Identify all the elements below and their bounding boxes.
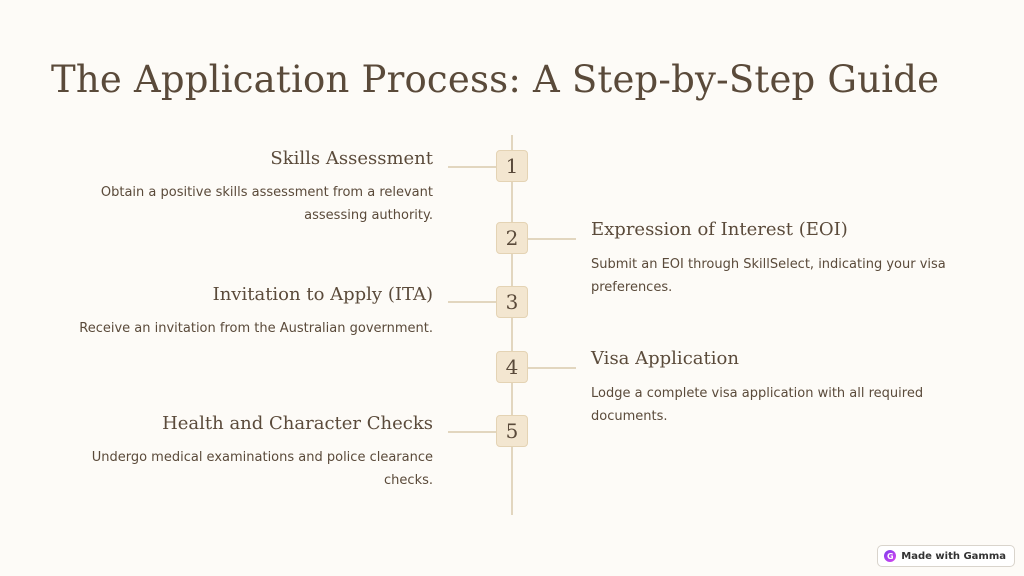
step-5-title: Health and Character Checks: [162, 413, 433, 434]
step-1-title: Skills Assessment: [270, 148, 433, 169]
page-title: The Application Process: A Step-by-Step Guide: [51, 58, 940, 101]
connector-3: [448, 301, 496, 303]
connector-5: [448, 431, 496, 433]
step-5-description: Undergo medical examinations and police clearance checks.: [91, 450, 433, 488]
connector-2: [528, 238, 576, 240]
timeline-line: [511, 135, 513, 515]
made-with-gamma-button[interactable]: [877, 545, 1015, 567]
step-2-title: Expression of Interest (EOI): [591, 219, 848, 240]
step-4-title: Visa Application: [591, 348, 739, 369]
step-1-badge: 1: [496, 150, 528, 182]
gamma-logo-icon: G: [884, 550, 896, 562]
connector-4: [528, 367, 576, 369]
step-1-description: Obtain a positive skills assessment from a relevant assessing authority.: [100, 185, 433, 223]
step-2-badge: 2: [496, 222, 528, 254]
made-with-gamma-label: Made with Gamma: [901, 550, 1006, 562]
step-4-description: Lodge a complete visa application with all required documents.: [591, 386, 924, 424]
step-3-description: Receive an invitation from the Australian government.: [79, 321, 433, 336]
step-2-description: Submit an EOI through SkillSelect, indicating your visa preferences.: [591, 257, 946, 295]
step-3-title: Invitation to Apply (ITA): [212, 284, 433, 305]
step-4-badge: 4: [496, 351, 528, 383]
connector-1: [448, 166, 496, 168]
step-5-badge: 5: [496, 415, 528, 447]
step-3-badge: 3: [496, 286, 528, 318]
